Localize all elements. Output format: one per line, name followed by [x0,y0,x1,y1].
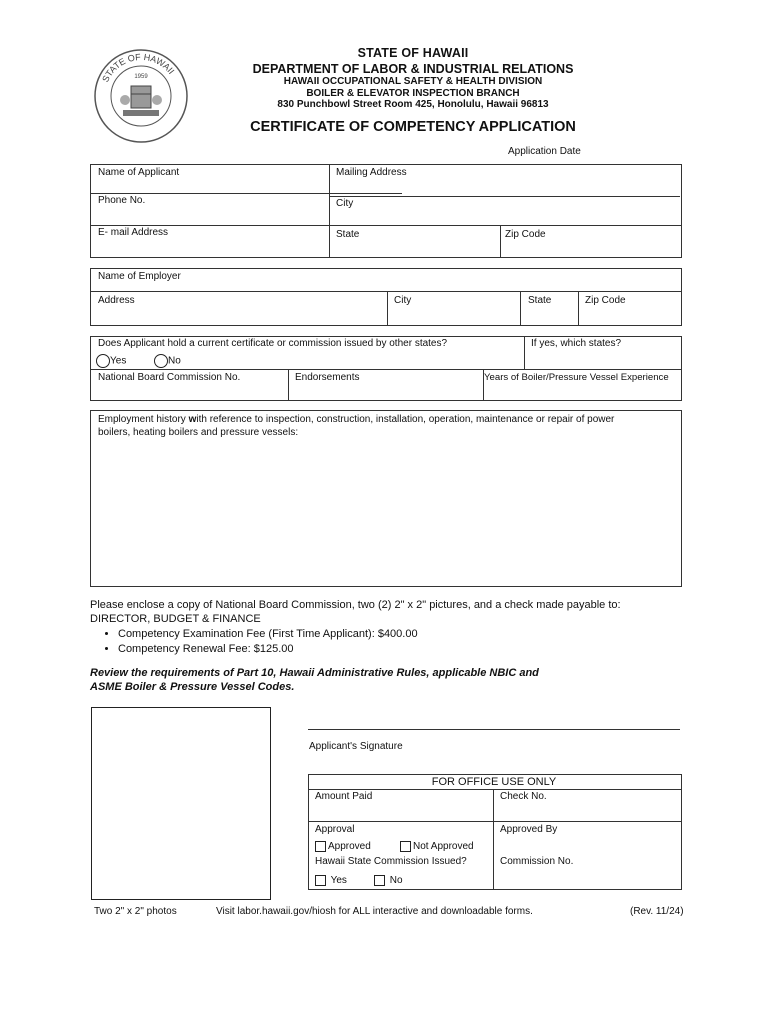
enclose-instructions: Please enclose a copy of National Board Commission, two (2) 2" x 2" pictures, and a check made payable to: [90,599,621,611]
fee-list [90,627,418,657]
applicant-section [90,164,682,258]
commission-no-checkbox[interactable]: No [374,875,403,886]
check-no-field[interactable]: Check No. [500,791,547,802]
which-states-field[interactable]: If yes, which states? [531,338,622,349]
employer-address-field[interactable]: Address [98,295,135,306]
yes-radio[interactable] [96,354,126,368]
signature-label: Applicant's Signature [309,741,403,752]
employer-name-field[interactable]: Name of Employer [98,271,181,282]
no-radio[interactable] [154,354,181,368]
revision-label: (Rev. 11/24) [630,906,684,917]
header-state: STATE OF HAWAII [357,46,469,60]
application-date-label: Application Date [508,146,581,157]
city-field[interactable]: City [336,198,354,209]
yes-label: Yes [110,355,127,367]
commission-issued-label: Hawaii State Commission Issued? [315,856,467,867]
renewal-fee-item: • Competency Renewal Fee: $125.00 [118,642,418,657]
payable-to: DIRECTOR, BUDGET & FINANCE [90,613,261,625]
employer-city-field[interactable]: City [394,295,412,306]
other-states-question: Does Applicant hold a current certificate or commission issued by other states? [98,338,448,349]
not-approved-checkbox[interactable]: Not Approved [400,841,474,852]
employment-history-label-1: Employment history with reference to inspection, construction, installation, operation, maintenance or repair of power [98,414,615,425]
header-branch: BOILER & ELEVATOR INSPECTION BRANCH [306,88,520,99]
svg-text:STATE OF HAWAII: STATE OF HAWAII [100,51,177,84]
employer-state-field[interactable]: State [528,295,552,306]
no-radio-icon[interactable] [154,354,168,368]
employer-zip-field[interactable]: Zip Code [585,295,626,306]
commission-yes-checkbox-icon[interactable] [315,875,326,886]
nb-commission-field[interactable]: National Board Commission No. [98,372,241,383]
header-address: 830 Punchbowl Street Room 425, Honolulu, Hawaii 96813 [277,99,549,110]
review-line-1: Review the requirements of Part 10, Hawaii Administrative Rules, applicable NBIC and [90,667,539,679]
header-department: DEPARTMENT OF LABOR & INDUSTRIAL RELATIONS [252,62,574,76]
name-of-applicant-field[interactable]: Name of Applicant [98,167,180,178]
no-label: No [168,355,181,367]
header-division: HAWAII OCCUPATIONAL SAFETY & HEALTH DIVISION [283,76,543,87]
approved-checkbox[interactable]: Approved [315,841,371,852]
commission-no-checkbox-icon[interactable] [374,875,385,886]
exam-fee-item: • Competency Examination Fee (First Time Applicant): $400.00 [118,627,418,642]
mailing-address-field[interactable]: Mailing Address [336,167,407,178]
approved-checkbox-icon[interactable] [315,841,326,852]
zip-field[interactable]: Zip Code [505,229,546,240]
photo-box[interactable] [91,707,271,900]
endorsements-field[interactable]: Endorsements [295,372,360,383]
svg-text:1959: 1959 [134,74,148,80]
not-approved-checkbox-icon[interactable] [400,841,411,852]
commission-yes-checkbox[interactable]: Yes [315,875,347,886]
amount-paid-field[interactable]: Amount Paid [315,791,373,802]
form-title: CERTIFICATE OF COMPETENCY APPLICATION [250,119,576,135]
review-line-2: ASME Boiler & Pressure Vessel Codes. [90,681,295,693]
approved-by-field[interactable]: Approved By [500,824,558,835]
office-use-heading: FOR OFFICE USE ONLY [431,776,557,788]
years-experience-field[interactable]: Years of Boiler/Pressure Vessel Experience [484,372,669,383]
email-field[interactable]: E- mail Address [98,227,169,238]
yes-radio-icon[interactable] [96,354,110,368]
commission-no-field[interactable]: Commission No. [500,856,574,867]
approval-label: Approval [315,824,355,835]
phone-field[interactable]: Phone No. [98,195,146,206]
visit-website-text: Visit labor.hawaii.gov/hiosh for ALL interactive and downloadable forms. [216,906,533,917]
photos-label: Two 2" x 2" photos [94,906,177,917]
employment-history-label-2: boilers, heating boilers and pressure vessels: [98,427,299,438]
state-field[interactable]: State [336,229,360,240]
signature-line[interactable] [308,729,680,730]
